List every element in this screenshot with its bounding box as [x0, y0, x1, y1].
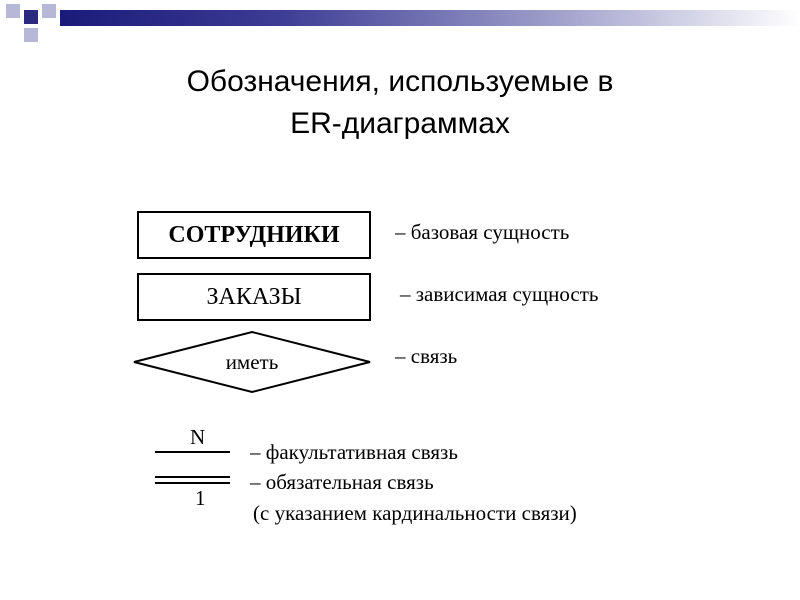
decor-square: [6, 4, 20, 18]
slide-header-decoration: [0, 0, 800, 48]
decor-square: [24, 28, 38, 42]
decor-square: [42, 4, 56, 18]
relationship-desc: – связь: [395, 344, 458, 368]
dependent-entity-desc: – зависимая сущность: [400, 282, 599, 306]
relationship-diamond: [132, 330, 372, 394]
mandatory-link-desc: – обязательная связь: [250, 470, 434, 494]
dependent-entity-box: ЗАКАЗЫ: [137, 273, 371, 321]
relationship-name: иметь: [225, 349, 279, 374]
base-entity-box: СОТРУДНИКИ: [137, 211, 371, 259]
optional-link-line: [155, 451, 230, 453]
slide-title-line1: Обозначения, используемые в: [186, 65, 614, 98]
cardinality-note: (с указанием кардинальности связи): [253, 501, 577, 525]
optional-link-desc: – факультативная связь: [250, 440, 458, 464]
header-gradient-bar: [60, 10, 800, 26]
mandatory-link-line-2: [155, 482, 230, 484]
base-entity-desc: – базовая сущность: [395, 220, 570, 244]
decor-square: [24, 10, 38, 24]
cardinality-1: 1: [195, 486, 206, 510]
cardinality-n: N: [190, 425, 206, 449]
slide-title-line2: ER-диаграммах: [290, 107, 510, 140]
mandatory-link-line-1: [155, 476, 230, 478]
